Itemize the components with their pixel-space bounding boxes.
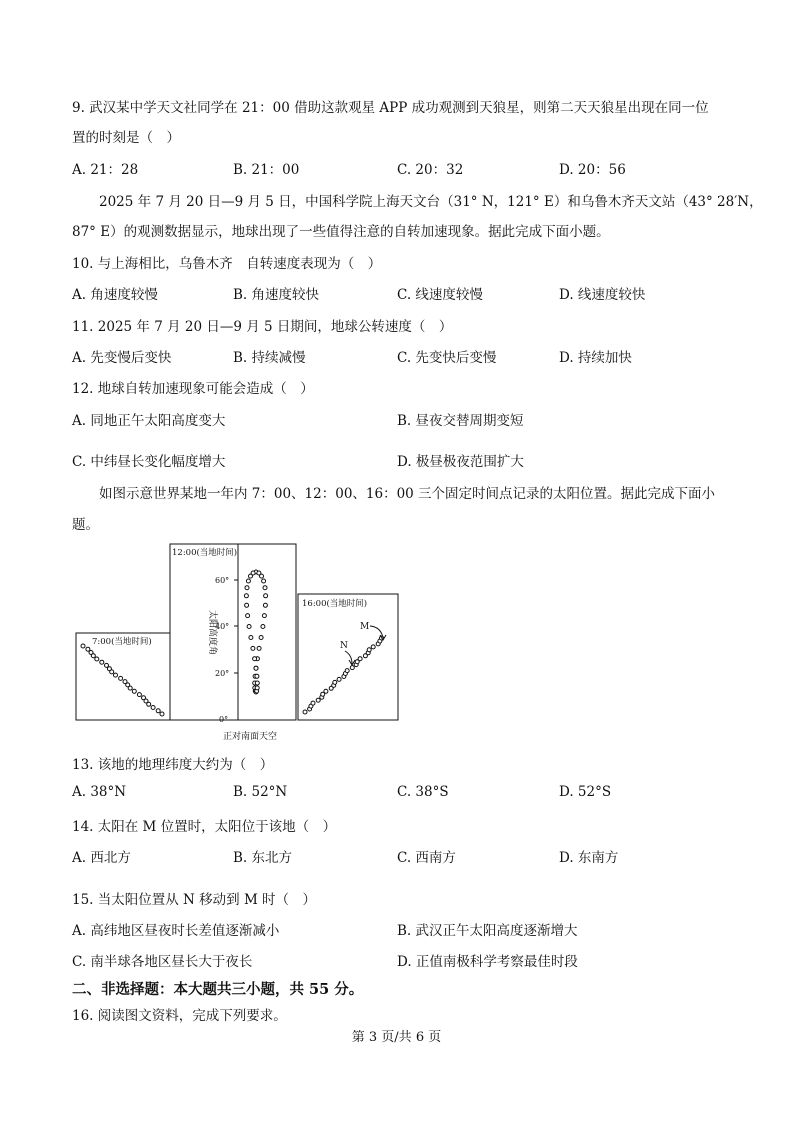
sun-dot-noon — [245, 586, 249, 590]
sun-dot-7am — [114, 673, 118, 677]
q9-option-c: C. 20：32 — [397, 162, 464, 178]
passage2-line2: 题。 — [72, 517, 99, 533]
sun-dot-4pm — [371, 645, 375, 649]
tick-60: 60° — [215, 576, 230, 585]
q12-stem: 12. 地球自转加速现象可能会造成（ ） — [72, 381, 314, 397]
sun-dot-4pm — [358, 657, 362, 661]
sun-dot-4pm — [350, 666, 354, 670]
q9-stem-line2: 置的时刻是（ ） — [72, 130, 180, 146]
q11-option-c: C. 先变快后变慢 — [397, 350, 497, 366]
panel-7am-title: 7:00(当地时间) — [92, 637, 152, 647]
q9-stem-line1: 9. 武汉某中学天文社同学在 21：00 借助这款观星 APP 成功观测到天狼星，则第二天天狼星出现在同一位 — [72, 100, 709, 116]
sun-dot-4pm — [303, 710, 307, 714]
q15-stem: 15. 当太阳位置从 N 移动到 M 时（ ） — [72, 892, 317, 908]
sun-dot-noon — [251, 571, 255, 575]
q9-option-d: D. 20：56 — [559, 162, 626, 178]
tick-40: 40° — [215, 622, 230, 631]
sun-dot-noon — [246, 614, 250, 618]
passage1-line1: 2025 年 7 月 20 日—9 月 5 日，中国科学院上海天文台（31° N，121° E）和乌鲁木齐天文站（43° 28′N， — [99, 194, 763, 210]
sun-dot-4pm — [345, 669, 349, 673]
sun-dot-noon — [245, 603, 249, 607]
q11-option-a: A. 先变慢后变快 — [72, 350, 172, 366]
sun-dot-7am — [119, 676, 123, 680]
q13-option-c: C. 38°S — [397, 784, 449, 800]
sun-dot-noon — [254, 666, 258, 670]
q12-option-b: B. 昼夜交替周期变短 — [397, 413, 524, 429]
sun-dot-noon — [257, 646, 261, 650]
label-m: M — [360, 622, 370, 632]
sun-dot-4pm — [367, 648, 371, 652]
q13-option-a: A. 38°N — [72, 784, 127, 800]
label-n: N — [340, 641, 348, 651]
q9-option-a: A. 21：28 — [72, 162, 139, 178]
sun-dot-noon — [255, 686, 259, 690]
sun-dot-noon — [253, 657, 257, 661]
sun-dot-7am — [147, 702, 151, 706]
sun-dot-noon — [255, 674, 259, 678]
sun-dot-noon — [261, 625, 265, 629]
sun-dot-7am — [91, 654, 95, 658]
panel-noon-title: 12:00(当地时间) — [172, 548, 238, 558]
sun-dot-7am — [137, 693, 141, 697]
panel-noon — [170, 544, 296, 720]
sun-dot-7am — [95, 657, 99, 661]
sun-dot-7am — [81, 644, 85, 648]
q10-option-d: D. 线速度较快 — [559, 287, 646, 303]
q13-stem: 13. 该地的地理纬度大约为（ ） — [72, 757, 274, 773]
q13-option-b: B. 52°N — [233, 784, 288, 800]
q15-option-d: D. 正值南极科学考察最佳时段 — [397, 954, 578, 970]
sun-dot-noon — [263, 603, 267, 607]
q15-option-a: A. 高纬地区昼夜时长差值逐渐减小 — [72, 923, 280, 939]
arrow-n — [345, 651, 352, 664]
sun-position-figure — [72, 540, 402, 745]
sun-dot-7am — [128, 686, 132, 690]
sun-dot-7am — [100, 660, 104, 664]
sun-dot-7am — [151, 706, 155, 710]
x-caption: 正对南面天空 — [223, 732, 278, 742]
sun-dot-noon — [246, 579, 250, 583]
q15-option-c: C. 南半球各地区昼长大于夜长 — [72, 954, 253, 970]
q14-option-d: D. 东南方 — [559, 850, 619, 866]
q11-option-d: D. 持续加快 — [559, 350, 632, 366]
q14-stem: 14. 太阳在 M 位置时，太阳位于该地（ ） — [72, 819, 337, 835]
sun-dot-noon — [251, 646, 255, 650]
q11-option-b: B. 持续减慢 — [233, 350, 306, 366]
q16-stem: 16. 阅读图文资料，完成下列要求。 — [72, 1008, 287, 1024]
q10-option-a: A. 角速度较慢 — [72, 287, 158, 303]
sun-dot-7am — [156, 709, 160, 713]
sun-dot-noon — [262, 579, 266, 583]
sun-dot-4pm — [337, 677, 341, 681]
panel-4pm-title: 16:00(当地时间) — [302, 599, 368, 609]
sun-dot-noon — [249, 636, 253, 640]
q12-option-d: D. 极昼极夜范围扩大 — [397, 454, 524, 470]
q14-option-c: C. 西南方 — [397, 850, 456, 866]
q10-option-b: B. 角速度较快 — [233, 287, 320, 303]
sun-dot-7am — [160, 712, 164, 716]
sun-dot-noon — [264, 594, 268, 598]
sun-dot-noon — [259, 636, 263, 640]
sun-dot-noon — [262, 614, 266, 618]
sun-dot-4pm — [316, 698, 320, 702]
q14-option-a: A. 西北方 — [72, 850, 131, 866]
q11-stem: 11. 2025 年 7 月 20 日—9 月 5 日期间，地球公转速度（ ） — [72, 319, 453, 335]
sun-dot-7am — [132, 689, 136, 693]
sun-dot-noon — [247, 625, 251, 629]
section2-heading: 二、非选择题：本大题共三小题，共 55 分。 — [72, 981, 364, 998]
sun-dot-7am — [86, 647, 90, 651]
q14-option-b: B. 东北方 — [233, 850, 293, 866]
y-axis-label: 太阳高度角 — [207, 610, 217, 656]
sun-dot-noon — [263, 586, 267, 590]
q12-option-a: A. 同地正午太阳高度变大 — [72, 413, 226, 429]
q10-stem: 10. 与上海相比，乌鲁木齐 自转速度表现为（ ） — [72, 256, 382, 272]
passage1-line2: 87° E）的观测数据显示，地球出现了一些值得注意的自转加速现象。据此完成下面小题。 — [72, 224, 610, 240]
sun-dot-4pm — [324, 689, 328, 693]
sun-dot-7am — [110, 670, 114, 674]
q13-option-d: D. 52°S — [559, 784, 612, 800]
sun-dot-noon — [260, 574, 264, 578]
q15-option-b: B. 武汉正午太阳高度逐渐增大 — [397, 923, 578, 939]
page-footer: 第 3 页/共 6 页 — [351, 1030, 442, 1045]
tick-0: 0° — [219, 715, 229, 724]
passage2-line1: 如图示意世界某地一年内 7：00、12：00、16：00 三个固定时间点记录的太阳位置。据此完成下面小 — [99, 486, 716, 502]
q12-option-c: C. 中纬昼长变化幅度增大 — [72, 454, 226, 470]
sun-dot-4pm — [333, 680, 337, 684]
sun-dot-noon — [244, 594, 248, 598]
sun-dot-noon — [255, 681, 259, 685]
q10-option-c: C. 线速度较慢 — [397, 287, 483, 303]
sun-dot-4pm — [311, 701, 315, 705]
tick-20: 20° — [215, 669, 230, 678]
q9-option-b: B. 21：00 — [233, 162, 300, 178]
